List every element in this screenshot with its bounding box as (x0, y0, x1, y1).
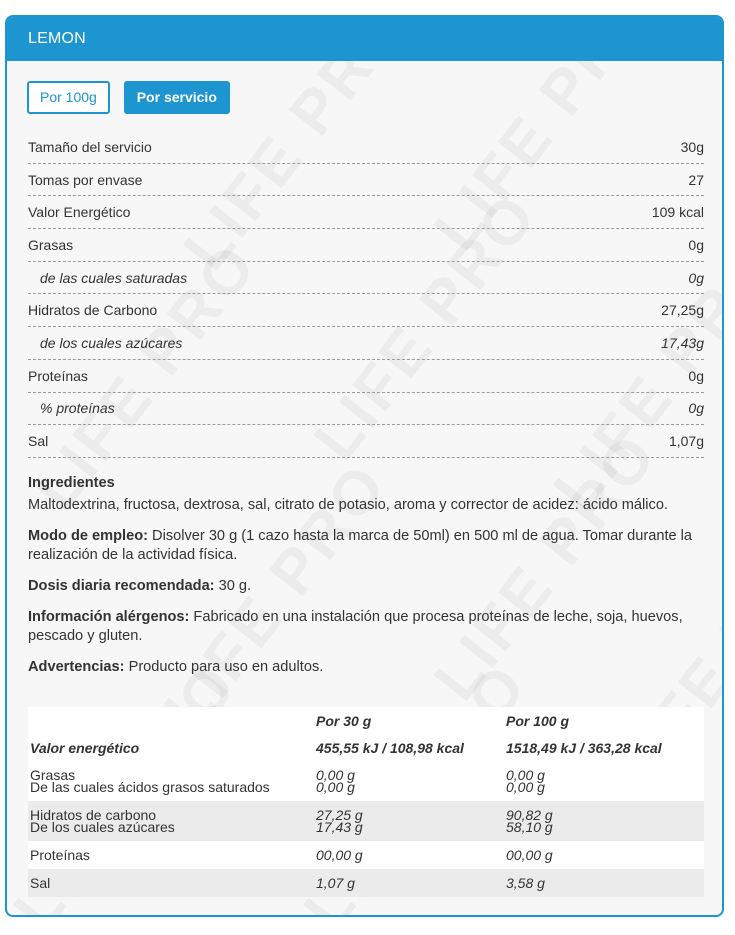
carb-label: Hidratos de carbono (30, 807, 157, 823)
saturated-label: De las cuales ácidos grasos saturados (30, 779, 270, 795)
fact-row (28, 294, 704, 327)
table-row (28, 734, 704, 761)
fact-row (28, 360, 704, 393)
allergen-label: Información alérgenos: (28, 609, 190, 625)
fact-row (28, 229, 704, 262)
energy-30g: 455,55 kJ / 108,98 kcal (314, 734, 504, 761)
fact-value: 30g (680, 138, 704, 155)
unit-toggle-group (27, 81, 240, 114)
fact-label: Proteínas (28, 367, 88, 384)
fact-value: 0g (688, 400, 704, 417)
fact-label: Grasas (28, 236, 74, 253)
salt-30g: 1,07 g (314, 869, 504, 897)
fact-value: 17,43g (661, 334, 704, 351)
salt-label: Sal (28, 869, 314, 897)
usage-label: Modo de empleo: (28, 528, 148, 544)
fact-label: Tamaño del servicio (28, 138, 152, 155)
usage-text: Disolver 30 g (1 cazo hasta la marca de 50ml) en 500 ml de agua. Tomar durante la realización de la actividad física. (28, 528, 693, 563)
carb-100g: 90,82 g (506, 807, 553, 823)
fat-values-100g (504, 761, 704, 801)
protein-30g: 00,00 g (314, 841, 504, 869)
fact-value: 0g (688, 367, 704, 384)
protein-label: Proteínas (28, 841, 314, 869)
salt-100g: 3,58 g (504, 869, 704, 897)
sugar-100g: 58,10 g (506, 819, 553, 835)
fact-row (28, 425, 704, 458)
fact-label: Sal (28, 433, 49, 450)
carb-values-30g (314, 801, 504, 841)
col-header-100g: Por 100 g (504, 707, 704, 734)
nutrition-facts-list (28, 131, 704, 458)
protein-100g: 00,00 g (504, 841, 704, 869)
fact-label: Valor Energético (28, 204, 131, 221)
fact-label: de las cuales saturadas (40, 269, 188, 286)
saturated-30g: 0,00 g (316, 779, 355, 795)
fact-label: % proteínas (40, 400, 115, 417)
dose-text: 30 g. (214, 578, 252, 594)
fact-value: 0g (688, 236, 704, 253)
fact-row (28, 196, 704, 229)
usage-paragraph (28, 527, 704, 565)
fact-row (28, 131, 704, 164)
fat-100g: 0,00 g (506, 767, 545, 783)
per-serving-button[interactable]: Por servicio (124, 81, 230, 114)
per-100g-button[interactable]: Por 100g (27, 81, 110, 114)
fact-value: 1,07g (668, 433, 704, 450)
warning-paragraph (28, 658, 704, 677)
fact-row (28, 327, 704, 360)
saturated-100g: 0,00 g (506, 779, 545, 795)
col-header-30g: Por 30 g (314, 707, 504, 734)
fact-value: 27 (688, 171, 704, 188)
dose-paragraph (28, 577, 704, 596)
allergen-text: Fabricado en una instalación que procesa proteínas de leche, soja, huevos, pescado y gluten. (28, 609, 683, 644)
warning-text: Producto para uso en adultos. (124, 659, 324, 675)
nutrition-panel (5, 15, 724, 917)
fat-values-30g (314, 761, 504, 801)
allergen-paragraph (28, 608, 704, 646)
fact-row (28, 393, 704, 426)
table-header-empty (28, 707, 314, 734)
energy-label: Valor energético (28, 734, 314, 761)
nutrition-table (28, 707, 704, 897)
fact-row (28, 164, 704, 197)
dose-label: Dosis diaria recomendada: (28, 578, 215, 594)
table-row (28, 801, 704, 841)
fact-label: Hidratos de Carbono (28, 302, 158, 319)
product-info (28, 474, 704, 689)
energy-100g: 1518,49 kJ / 363,28 kcal (504, 734, 704, 761)
fact-value: 109 kcal (651, 204, 704, 221)
fat-labels (28, 761, 314, 801)
fat-30g: 0,00 g (316, 767, 355, 783)
fact-row (28, 262, 704, 295)
warning-label: Advertencias: (28, 659, 125, 675)
ingredients-text: Maltodextrina, fructosa, dextrosa, sal, citrato de potasio, aroma y corrector de acidez: ácido málico. (28, 497, 668, 513)
carb-labels (28, 801, 314, 841)
carb-values-100g (504, 801, 704, 841)
fact-value: 0g (688, 269, 704, 286)
fact-label: Tomas por envase (28, 171, 143, 188)
ingredients-heading: Ingredientes (28, 475, 115, 491)
table-row (28, 841, 704, 869)
table-row (28, 761, 704, 801)
panel-title: LEMON (7, 17, 722, 61)
fact-label: de los cuales azúcares (40, 334, 183, 351)
fat-label: Grasas (30, 767, 76, 783)
table-row (28, 869, 704, 897)
sugar-30g: 17,43 g (316, 819, 363, 835)
sugar-label: De los cuales azúcares (30, 819, 175, 835)
fact-value: 27,25g (661, 302, 704, 319)
carb-30g: 27,25 g (316, 807, 363, 823)
table-header-row (28, 707, 704, 734)
